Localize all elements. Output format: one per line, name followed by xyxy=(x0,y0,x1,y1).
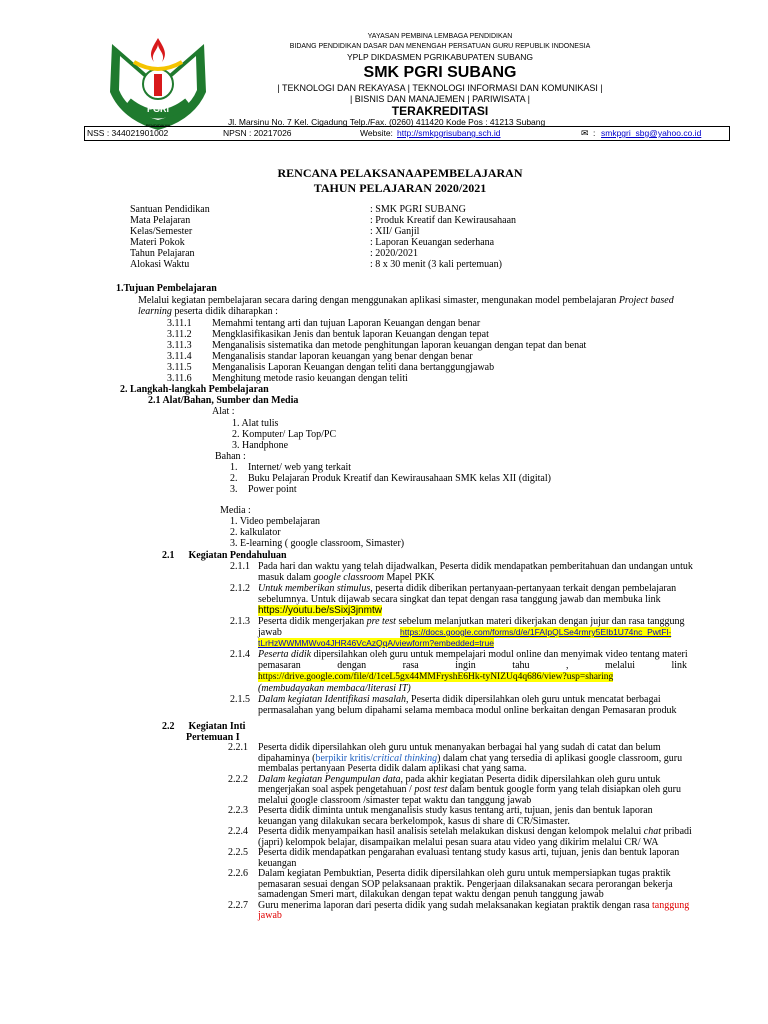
step-2-2-2: 2.2.2 Dalam kegiatan Pengumpulan data, pada akhir kegiatan Peserta didik dipersilahkan oleh guru untuk mengerjakan soal aspek pengetahuan / post test dalam bentuk google form yang telah disiapkan oleh guru melalui google classroom /simaster tepat waktu dan tanggung jawab xyxy=(228,773,681,806)
section-tujuan-heading: 1.Tujuan Pembelajaran xyxy=(116,283,217,294)
identity-label: Alokasi Waktu xyxy=(130,259,190,270)
list-item: 3.11.2 Mengklasifikasikan Jenis dan bentuk laporan Keuangan dengan tepat xyxy=(167,329,489,340)
pendahuluan-heading: 2.1 Kegiatan Pendahuluan xyxy=(162,550,287,561)
pretest-link-cont[interactable]: tLrHzWWMMWvo4JHR46VcAzQqA/viewform?embedded=true xyxy=(258,638,494,648)
bahan-list xyxy=(230,462,690,495)
pretest-link[interactable]: https://docs.google.com/forms/d/e/1FAIpQLSe4rmry5EIb1U74nc_PwtFl- xyxy=(400,627,672,637)
identity-label: Tahun Pelajaran xyxy=(130,248,195,259)
list-item: 3. Handphone xyxy=(232,440,289,451)
inti-body xyxy=(228,743,708,922)
step-2-1-1: 2.1.1 Pada hari dan waktu yang telah dijadwalkan, Peserta didik mendapatkan pemberitahuan dan undangan untuk masuk dalam google classroom Mapel PKK xyxy=(230,561,693,583)
tujuan-list xyxy=(167,318,727,384)
list-item: 3. E-learning ( google classroom, Simaster) xyxy=(230,538,405,549)
list-item: 2. Buku Pelajaran Produk Kreatif dan Kewirausahaan SMK kelas XII (digital) xyxy=(230,473,551,484)
step-2-1-2: 2.1.2 Untuk memberikan stimulus, peserta didik diberikan pertanyaan-pertanyaan terkait dengan pembelajaran sebelumnya. Untuk dijawab secara singkat dan tepat dengan rasa tanggung jawab dan membuka link https://youtu.be/sSixj3jnmtw xyxy=(230,583,677,616)
step-2-2-3: 2.2.3 Peserta didik diminta untuk menganalisis study kasus tentang arti, tujuan, jenis dan bentuk laporan keuangan yang dilakukan secara berkelompok, kasus di share di CR/Simaster. xyxy=(228,805,653,827)
npsn: NPSN : 20217026 xyxy=(223,128,292,138)
modul-link[interactable]: https://drive.google.com/file/d/1ceL5gx44MMFryshE6Hk-tyNIZUq4q686/view?usp=sharing xyxy=(258,672,614,682)
step-2-2-5: 2.2.5 Peserta didik mendapatkan pengarahan evaluasi tentang study kasus arti, tujuan, jenis dan bentuk laporan keuangan xyxy=(228,847,680,869)
identity-row xyxy=(130,204,630,215)
list-item: 3.11.6 Menghitung metode rasio keuangan dengan teliti xyxy=(167,373,408,384)
website-label: Website: xyxy=(360,128,393,138)
contact-bar: NSS : 344021901002 NPSN : 20217026 Website: http://smkpgrisubang.sch.id ✉ : smkpgri_sbg@yahoo.co.id xyxy=(84,126,730,141)
programs-line-1: | TEKNOLOGI DAN REKAYASA | TEKNOLOGI INFORMASI DAN KOMUNIKASI | xyxy=(277,83,603,93)
identity-row xyxy=(130,226,630,237)
step-2-2-6: 2.2.6 Dalam kegiatan Pembuktian, Peserta didik dipersilahkan oleh guru untuk mempersiapkan tugas praktik pemasaran sesuai dengan SOP pelaksanaan praktik. Pengerjaan dilaksanakan secara perorangan bekerja samadengan Smeri mart, dilakukan dengan tepat waktu dengan penuh tanggung jawab xyxy=(228,868,673,900)
nss: NSS : 344021901002 xyxy=(87,128,169,138)
section-langkah-heading: 2. Langkah-langkah Pembelajaran xyxy=(120,384,269,395)
identity-row xyxy=(130,237,630,248)
identity-label: Materi Pokok xyxy=(130,237,185,248)
step-2-1-5: 2.1.5 Dalam kegiatan Identifikasi masalah, Peserta didik dipersilahkan oleh guru untuk mencatat berbagai permasalahan yang belum dipahami selama membaca modul online berkaitan dengan Pemasaran produk xyxy=(230,694,677,716)
alat-list xyxy=(232,418,336,451)
list-item: 3. Power point xyxy=(230,484,297,495)
identity-value: : Produk Kreatif dan Kewirausahaan xyxy=(370,215,517,226)
document-year: TAHUN PELAJARAN 2020/2021 xyxy=(313,181,487,195)
step-2-2-7: 2.2.7 Guru menerima laporan dari peserta didik yang sudah melaksanakan kegiatan praktik dengan rasa tanggung jawab xyxy=(228,899,690,921)
media-label: Media : xyxy=(220,505,251,516)
identity-table xyxy=(130,204,630,270)
header-yplp: YPLP DIKDASMEN PGRIKABUPATEN SUBANG xyxy=(346,52,534,62)
school-name: SMK PGRI SUBANG xyxy=(363,64,517,81)
identity-label: Mata Pelajaran xyxy=(130,215,191,226)
identity-row xyxy=(130,248,630,259)
youtube-link[interactable]: https://youtu.be/sSixj3jnmtw xyxy=(258,605,382,616)
header-department: BIDANG PENDIDIKAN DASAR DAN MENENGAH PERSATUAN GURU REPUBLIK INDONESIA xyxy=(289,43,591,50)
document-title: RENCANA PELAKSANAAPEMBELAJARAN xyxy=(277,166,523,180)
pendahuluan-body xyxy=(230,561,708,716)
programs-line-2: | BISNIS DAN MANAJEMEN | PARIWISATA | xyxy=(349,94,531,104)
tujuan-intro: Melalui kegiatan pembelajaran secara daring dengan menggunakan aplikasi simaster, mengunakan model pembelajaran Project based learning peserta didik diharapkan : xyxy=(138,295,674,317)
bahan-label: Bahan : xyxy=(215,451,246,462)
email-link[interactable]: smkpgri_sbg@yahoo.co.id xyxy=(601,128,702,138)
identity-row xyxy=(130,259,630,270)
section-alat-heading: 2.1 Alat/Bahan, Sumber dan Media xyxy=(148,395,299,406)
list-item: 1. Alat tulis xyxy=(232,418,279,429)
list-item: 2. Komputer/ Lap Top/PC xyxy=(232,429,337,440)
list-item: 3.11.1 Memahmi tentang arti dan tujuan Laporan Keuangan dengan benar xyxy=(167,318,481,329)
list-item: 3.11.3 Menganalisis sistematika dan metode penghitungan laporan keuangan dengan tepat dan benat xyxy=(167,340,587,351)
list-item: 3.11.4 Menganalisis standar laporan keuangan yang benar dengan benar xyxy=(167,351,473,362)
svg-text:PGRI: PGRI xyxy=(146,104,170,114)
header-foundation: YAYASAN PEMBINA LEMBAGA PENDIDIKAN xyxy=(367,33,513,40)
accreditation: TERAKREDITASI xyxy=(391,104,489,118)
identity-label: Santuan Pendidikan xyxy=(130,204,210,215)
identity-label: Kelas/Semester xyxy=(130,226,193,237)
list-item: 2. kalkulator xyxy=(230,527,281,538)
identity-value: : 2020/2021 xyxy=(370,248,419,259)
identity-value: : Laporan Keuangan sederhana xyxy=(370,237,495,248)
media-list xyxy=(230,516,404,549)
step-2-2-4: 2.2.4 Peserta didik menyampaikan hasil analisis setelah melakukan diskusi dengan kelompok melalui chat pribadi (japri) kelompok belajar, disampaikan melalui pesan suara atau video yang dikirim melalui CR/ WA xyxy=(228,826,692,848)
identity-value: : SMK PGRI SUBANG xyxy=(370,204,466,215)
inti-heading: 2.2 Kegiatan Inti xyxy=(162,721,246,732)
pertemuan-heading: Pertemuan I xyxy=(186,732,240,743)
list-item: 1. Internet/ web yang terkait xyxy=(230,462,352,473)
envelope-icon: ✉ xyxy=(581,128,589,138)
list-item: 1. Video pembelajaran xyxy=(230,516,321,527)
identity-value: : XII/ Ganjil xyxy=(370,226,420,237)
svg-text:PENDIDIKAN: PENDIDIKAN xyxy=(145,123,171,128)
step-2-1-3: 2.1.3 Peserta didik mengerjakan pre test sebelum melanjutkan materi dikerjakan dengan jujur dan rasa tanggung jawab https://docs.google.com/forms/d/e/1FAIpQLSe4rmry5EIb1U74nc_PwtFl- tLrHzWWMMWvo4JHR46VcAzQqA/viewform?embedded=true xyxy=(230,616,685,648)
school-address: Jl. Marsinu No. 7 Kel. Cigadung Telp./Fax. (0260) 411420 Kode Pos : 41213 Subang xyxy=(228,117,546,127)
step-2-1-4: 2.1.4 Peserta didik dipersilahkan oleh guru untuk mempelajari modul online dan menyimak video tentang materi pemasaran dengan rasa ingin tahu , melalui link https://drive.google.com/file/d/1ceL5gx44MMFryshE6Hk-tyNIZUq4q686/view?usp=sharing (membudayakan membaca/literasi IT) xyxy=(230,649,688,694)
identity-value: : 8 x 30 menit (3 kali pertemuan) xyxy=(370,259,502,270)
alat-label: Alat : xyxy=(212,406,235,417)
identity-row xyxy=(130,215,630,226)
website-link[interactable]: http://smkpgrisubang.sch.id xyxy=(397,128,501,138)
list-item: 3.11.5 Menganalisis Laporan Keuangan dengan teliti dana bertanggungjawab xyxy=(167,362,495,373)
step-2-2-1: 2.2.1 Peserta didik dipersilahkan oleh guru untuk menanyakan berbagai hal yang sudah di catat dan belum dipahaminya (berpikir kritis/critical thinking) dalam chat yang tersedia di aplikasi google classroom, guru membalas pertanyaan Peserta didik dalam aplikasi chat yang sama. xyxy=(228,742,683,774)
